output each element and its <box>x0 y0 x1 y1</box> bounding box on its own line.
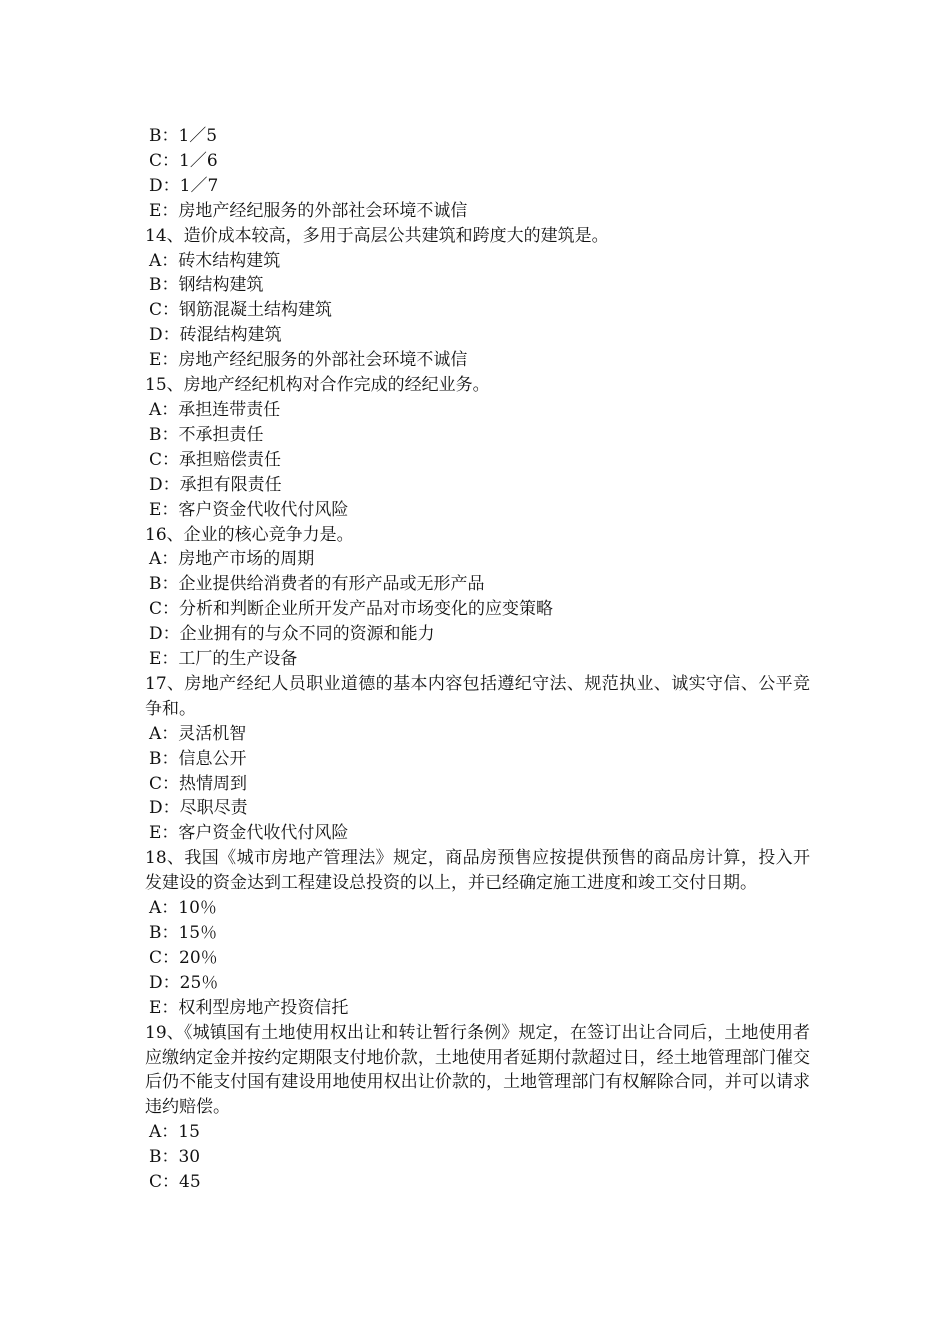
answer-option: D：承担有限责任 <box>149 474 282 495</box>
answer-option: C：承担赔偿责任 <box>149 449 282 470</box>
answer-option: C：热情周到 <box>149 773 248 794</box>
question-text: 17、房地产经纪人员职业道德的基本内容包括遵纪守法、规范执业、诚实守信、公平竞争和。 <box>145 673 810 719</box>
answer-option: A：承担连带责任 <box>149 399 281 420</box>
answer-option: C：分析和判断企业所开发产品对市场变化的应变策略 <box>149 599 554 620</box>
answer-option: B：钢结构建筑 <box>149 275 264 296</box>
answer-option: E：权利型房地产投资信托 <box>149 997 349 1018</box>
question-text: 19、《城镇国有土地使用权出让和转让暂行条例》规定，在签订出让合同后，土地使用者应缴纳定金并按约定期限支付地价款，土地使用者延期付款超过日，经土地管理部门催交后仍不能支付国有建设用地使用权出让价款的，土地管理部门有权解除合同，并可以请求违约赔偿。 <box>145 1022 810 1118</box>
question-text: 14、造价成本较高，多用于高层公共建筑和跨度大的建筑是。 <box>145 225 609 246</box>
answer-option: B：信息公开 <box>149 748 247 769</box>
answer-option: A：灵活机智 <box>149 723 247 744</box>
answer-option: A：砖木结构建筑 <box>149 250 281 271</box>
answer-option: B：15％ <box>149 923 218 943</box>
answer-option: B：30 <box>149 1147 201 1168</box>
question-text: 18、我国《城市房地产管理法》规定，商品房预售应按提供预售的商品房计算，投入开发建设的资金达到工程建设总投资的以上，并已经确定施工进度和竣工交付日期。 <box>145 848 810 894</box>
answer-option: C：20％ <box>149 947 218 968</box>
answer-option: B：企业提供给消费者的有形产品或无形产品 <box>149 574 485 595</box>
answer-option: E：房地产经纪服务的外部社会环境不诚信 <box>149 200 468 221</box>
answer-option: E：房地产经纪服务的外部社会环境不诚信 <box>149 350 468 371</box>
answer-option: D：企业拥有的与众不同的资源和能力 <box>149 624 435 645</box>
answer-option: C：45 <box>149 1172 201 1193</box>
question-text: 15、房地产经纪机构对合作完成的经纪业务。 <box>145 375 490 396</box>
answer-option: D：尽职尽责 <box>149 798 248 819</box>
answer-option: A：15 <box>149 1122 200 1143</box>
answer-option: D：25％ <box>149 972 219 993</box>
answer-option: B：1／5 <box>149 126 218 146</box>
answer-option: A：10％ <box>149 898 217 919</box>
question-text: 16、企业的核心竞争力是。 <box>145 524 354 545</box>
answer-option: E：客户资金代收代付风险 <box>149 823 349 844</box>
answer-option: B：不承担责任 <box>149 424 264 445</box>
answer-option: C：钢筋混凝土结构建筑 <box>149 300 333 321</box>
answer-option: C：1／6 <box>149 150 218 171</box>
answer-option: E：客户资金代收代付风险 <box>149 499 349 520</box>
answer-option: E：工厂的生产设备 <box>149 649 298 670</box>
answer-option: A：房地产市场的周期 <box>149 549 315 570</box>
answer-option: D：砖混结构建筑 <box>149 325 282 346</box>
answer-option: D：1／7 <box>149 175 219 196</box>
document-body <box>145 124 810 1195</box>
